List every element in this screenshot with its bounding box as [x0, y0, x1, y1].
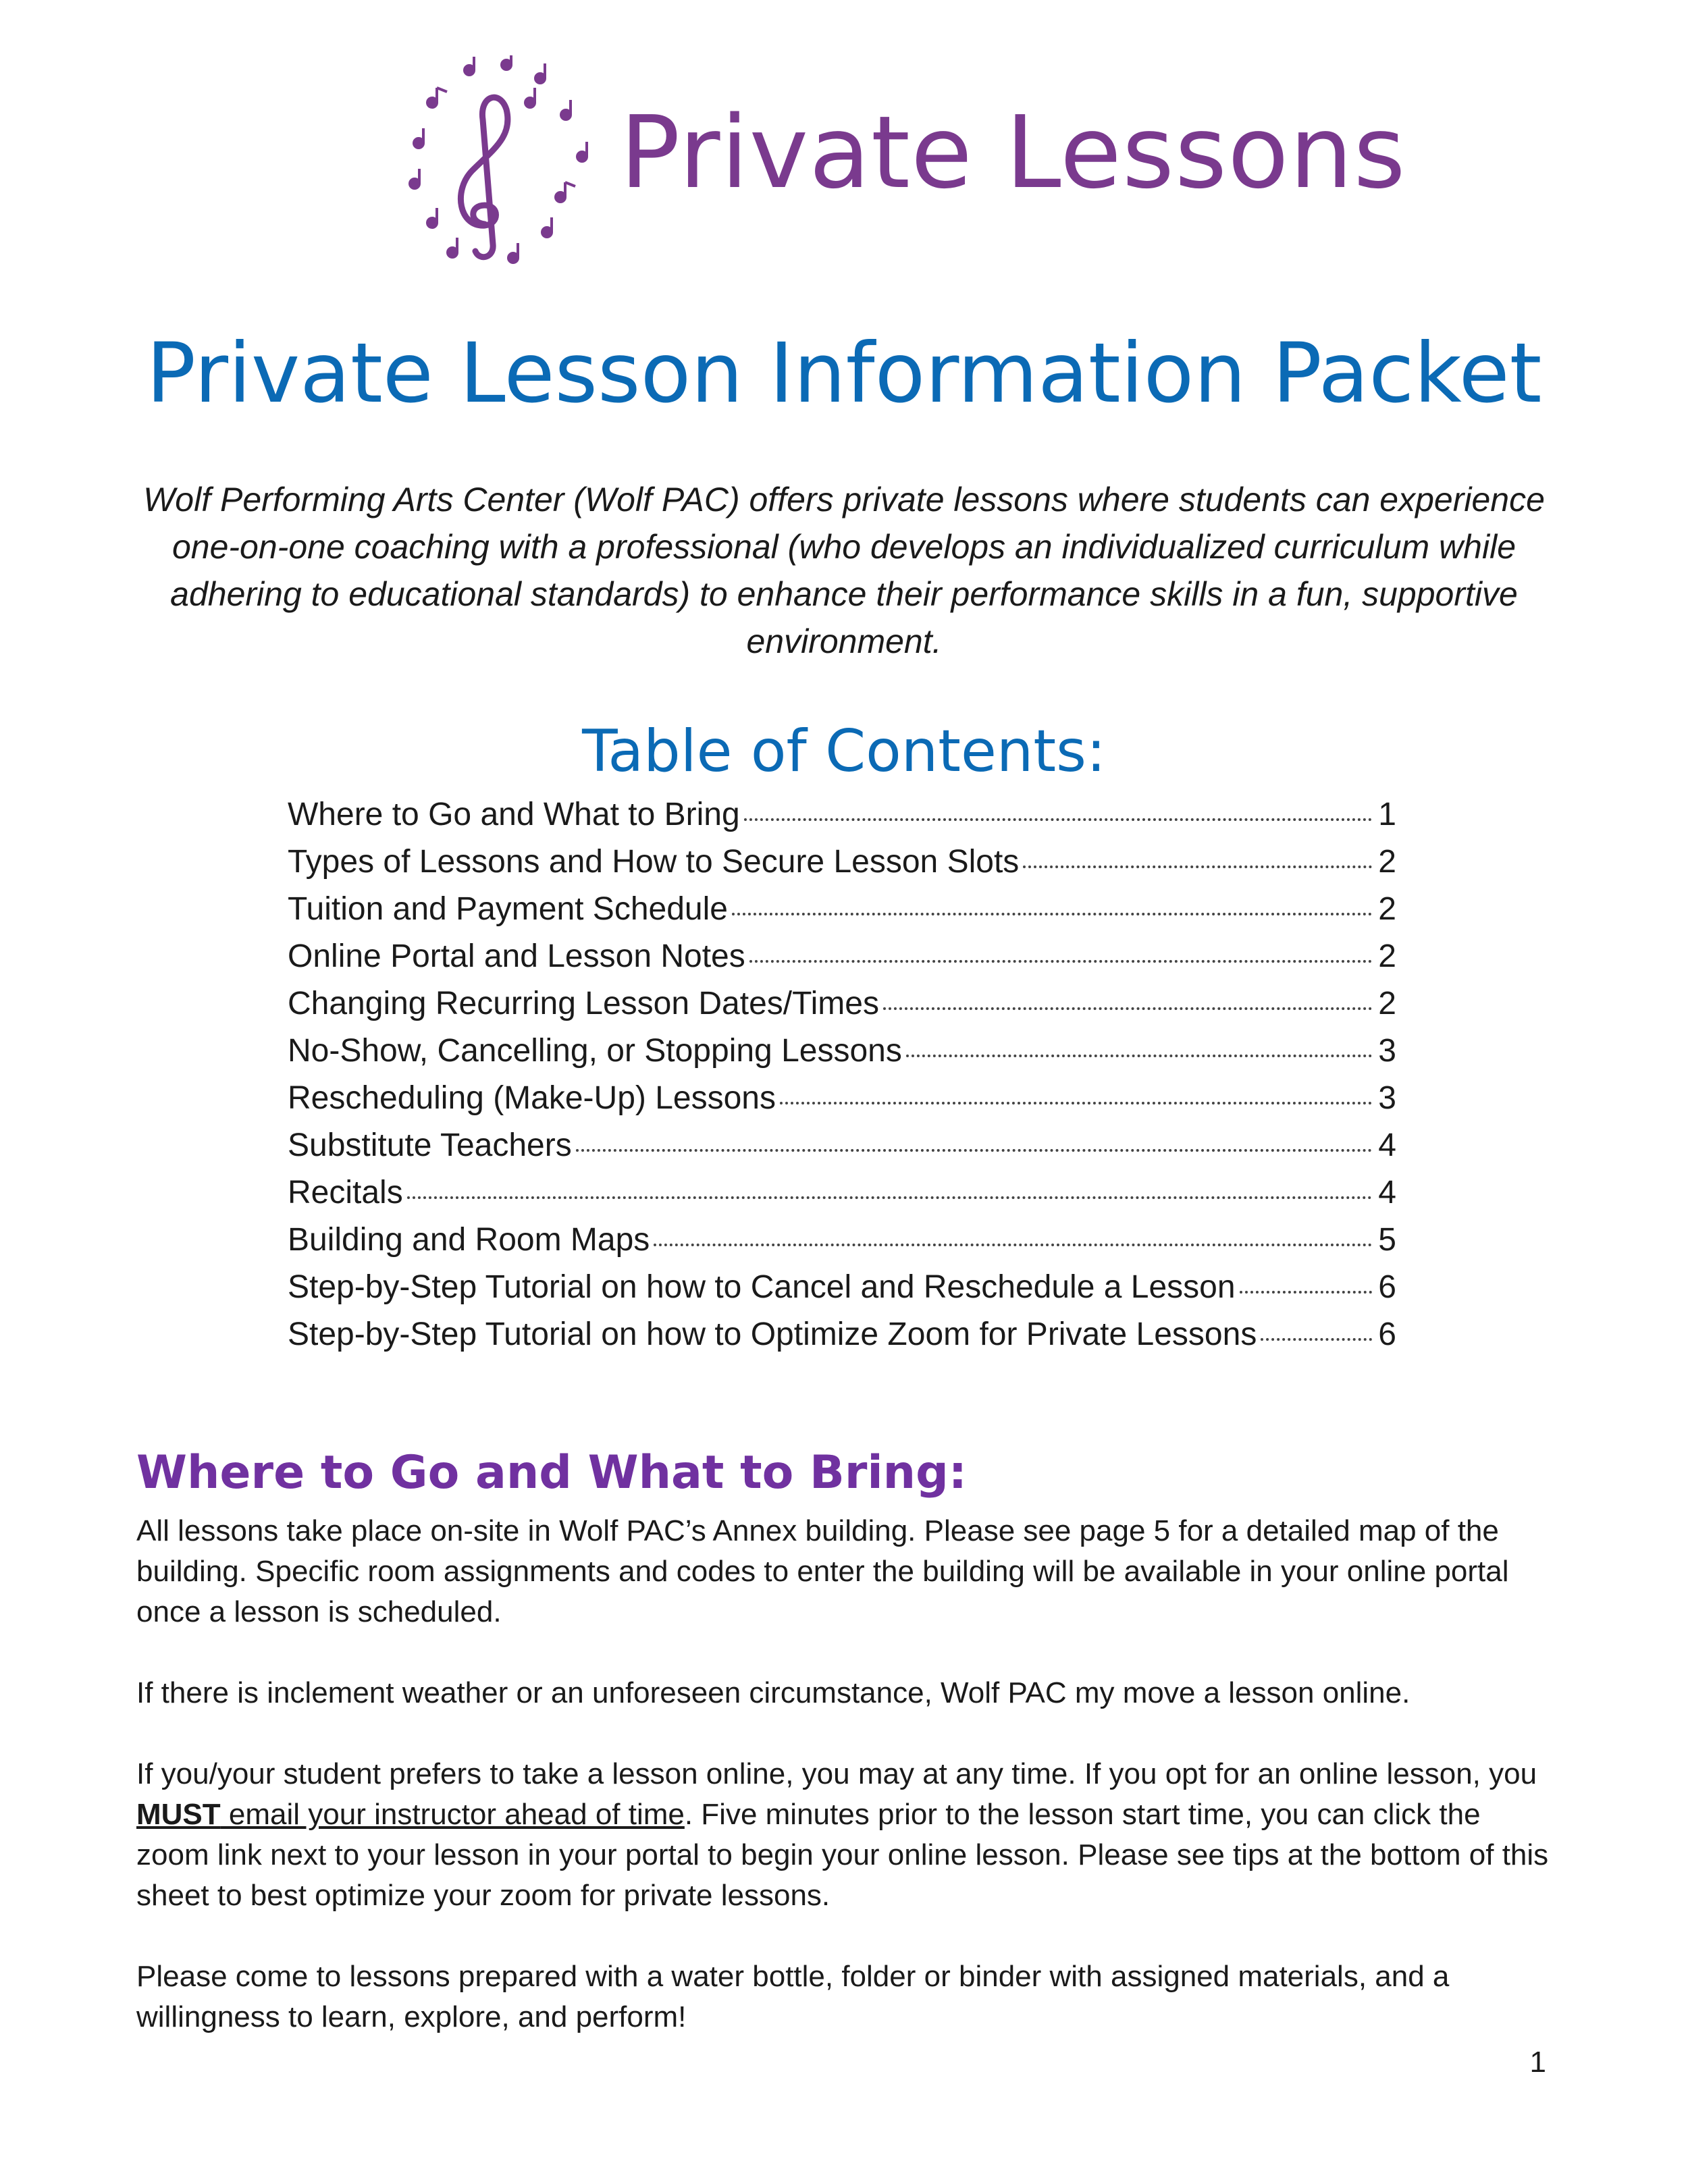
toc-leader — [744, 818, 1372, 821]
toc-leader — [883, 1007, 1372, 1010]
toc-leader — [407, 1196, 1372, 1199]
toc-leader — [1261, 1338, 1372, 1341]
toc-item-page: 2 — [1378, 844, 1396, 880]
email-instructor-text: email your instructor ahead of time — [220, 1798, 685, 1831]
toc-item-label: No-Show, Cancelling, or Stopping Lessons — [288, 1033, 902, 1069]
toc-item-page: 6 — [1378, 1316, 1396, 1352]
toc-heading: Table of Contents: — [582, 718, 1106, 785]
paragraph: Please come to lessons prepared with a water bottle, folder or binder with assigned materials, and a willingness to learn, explore, and perform! — [136, 1960, 1450, 2033]
toc-item[interactable] — [288, 1264, 1396, 1311]
toc-leader — [654, 1244, 1372, 1246]
toc-item-label: Types of Lessons and How to Secure Lesson Slots — [288, 844, 1020, 880]
page-number: 1 — [1529, 2046, 1546, 2079]
toc-item-page: 2 — [1378, 938, 1396, 974]
toc-item[interactable] — [288, 1028, 1396, 1075]
toc-item-label: Where to Go and What to Bring — [288, 797, 740, 832]
toc-item-page: 6 — [1378, 1269, 1396, 1305]
must-text: MUST — [136, 1798, 221, 1831]
page-title: Private Lesson Information Packet — [146, 325, 1542, 421]
toc-item-page: 2 — [1378, 891, 1396, 927]
toc-leader — [576, 1149, 1372, 1152]
toc-item-page: 5 — [1378, 1222, 1396, 1258]
toc-item-page: 4 — [1378, 1175, 1396, 1210]
toc-leader — [732, 913, 1372, 915]
toc-item-page: 3 — [1378, 1080, 1396, 1116]
toc-item-label: Building and Room Maps — [288, 1222, 650, 1258]
toc-leader — [1023, 865, 1372, 868]
toc-item-label: Tuition and Payment Schedule — [288, 891, 728, 927]
toc-item[interactable] — [288, 1217, 1396, 1264]
toc-item-label: Online Portal and Lesson Notes — [288, 938, 745, 974]
toc-item[interactable] — [288, 1311, 1396, 1358]
toc-item[interactable] — [288, 1169, 1396, 1217]
intro-paragraph: Wolf Performing Arts Center (Wolf PAC) offers private lessons where students can experience one-on-one coaching with a professional (who develops an individualized curriculum while adhering to educational standards) to enhance their performance skills in a fun, supportive environment. — [143, 481, 1545, 660]
toc-item[interactable] — [288, 1075, 1396, 1122]
toc-item[interactable] — [288, 1122, 1396, 1169]
toc-item[interactable] — [288, 933, 1396, 980]
table-of-contents — [288, 791, 1396, 1358]
toc-item[interactable] — [288, 980, 1396, 1028]
toc-item-label: Changing Recurring Lesson Dates/Times — [288, 986, 879, 1021]
toc-leader — [1240, 1291, 1372, 1294]
paragraph — [136, 1754, 1561, 1916]
section-body — [136, 1511, 1561, 2078]
toc-item-label: Step-by-Step Tutorial on how to Optimize Zoom for Private Lessons — [288, 1316, 1257, 1352]
treble-clef-logo-icon — [405, 55, 594, 271]
toc-leader — [780, 1102, 1372, 1104]
paragraph-text: . Five minutes prior to the lesson start time, you can click the zoom link next to your lesson in your portal to begin your online lesson. Please see tips at the bottom of this sheet to best optimize your zoom for private lessons. — [136, 1798, 1549, 1912]
paragraph-text: If you/your student prefers to take a lesson online, you may at any time. If you opt for an online lesson, you — [136, 1757, 1537, 1790]
toc-item-page: 4 — [1378, 1127, 1396, 1163]
paragraph: If there is inclement weather or an unforeseen circumstance, Wolf PAC my move a lesson online. — [136, 1676, 1410, 1709]
toc-item-label: Step-by-Step Tutorial on how to Cancel and Reschedule a Lesson — [288, 1269, 1236, 1305]
emphasis-text — [136, 1798, 685, 1831]
toc-item[interactable] — [288, 886, 1396, 933]
toc-item-label: Recitals — [288, 1175, 403, 1210]
toc-item[interactable] — [288, 838, 1396, 886]
toc-item-label: Substitute Teachers — [288, 1127, 572, 1163]
toc-item-label: Rescheduling (Make-Up) Lessons — [288, 1080, 776, 1116]
section-heading: Where to Go and What to Bring: — [136, 1446, 967, 1499]
toc-leader — [749, 960, 1372, 963]
toc-item-page: 1 — [1378, 797, 1396, 832]
toc-item-page: 2 — [1378, 986, 1396, 1021]
toc-item-page: 3 — [1378, 1033, 1396, 1069]
toc-leader — [906, 1055, 1372, 1057]
paragraph: All lessons take place on-site in Wolf PAC’s Annex building. Please see page 5 for a detailed map of the building. Specific room assignments and codes to enter the building will be available in your online portal once a lesson is scheduled. — [136, 1514, 1509, 1628]
toc-item[interactable] — [288, 791, 1396, 838]
brand-title: Private Lessons — [620, 95, 1406, 211]
